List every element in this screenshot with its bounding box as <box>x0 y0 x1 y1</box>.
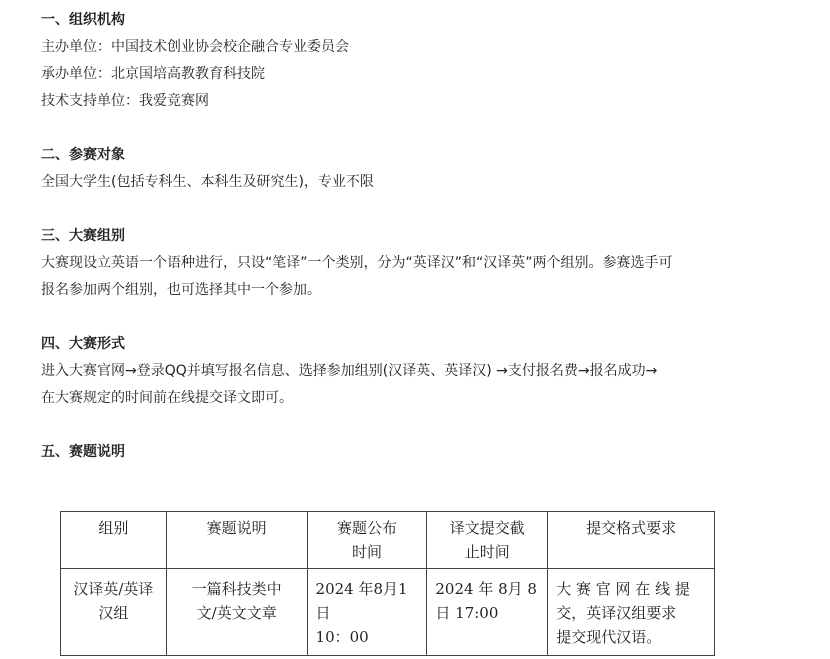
format-line-2: 在大赛规定的时间前在线提交译文即可。 <box>41 390 293 406</box>
section-heading-topic: 五、赛题说明 <box>41 444 125 460</box>
groups-line-1: 大赛现设立英语一个语种进行，只设“笔译”一个类别，分为“英译汉”和“汉译英”两个组别。参赛选手可 <box>41 255 673 271</box>
co-organizer-line: 承办单位：北京国培高教教育科技院 <box>41 66 265 82</box>
header-submit-format: 提交格式要求 <box>548 512 715 569</box>
tech-support-line: 技术支持单位：我爱竞赛网 <box>41 93 209 109</box>
participants-line: 全国大学生(包括专科生、本科生及研究生)，专业不限 <box>41 174 374 190</box>
section-heading-format: 四、大赛形式 <box>41 336 125 352</box>
section-heading-organization: 一、组织机构 <box>41 12 125 28</box>
section-heading-participants: 二、参赛对象 <box>41 147 125 163</box>
format-line-1: 进入大赛官网→登录QQ并填写报名信息、选择参加组别(汉译英、英译汉) →支付报名费→报名成功→ <box>41 363 658 379</box>
header-publish-time: 赛题公布 时间 <box>307 512 427 569</box>
cell-submit-format: 大 赛 官 网 在 线 提 交，英译汉组要求 提交现代汉语。 <box>548 569 715 656</box>
groups-line-2: 报名参加两个组别，也可选择其中一个参加。 <box>41 282 321 298</box>
cell-topic-desc: 一篇科技类中 文/英文文章 <box>166 569 307 656</box>
cell-deadline: 2024 年 8月 8 日 17:00 <box>427 569 548 656</box>
table-row <box>61 569 715 656</box>
cell-publish-time: 2024 年8月1日 10：00 <box>307 569 427 656</box>
organizer-line: 主办单位：中国技术创业协会校企融合专业委员会 <box>41 39 349 55</box>
competition-info-table <box>60 511 715 656</box>
section-heading-groups: 三、大赛组别 <box>41 228 125 244</box>
table-header-row <box>61 512 715 569</box>
cell-group: 汉译英/英译 汉组 <box>61 569 167 656</box>
header-deadline: 译文提交截 止时间 <box>427 512 548 569</box>
header-group: 组别 <box>61 512 167 569</box>
header-topic-desc: 赛题说明 <box>166 512 307 569</box>
